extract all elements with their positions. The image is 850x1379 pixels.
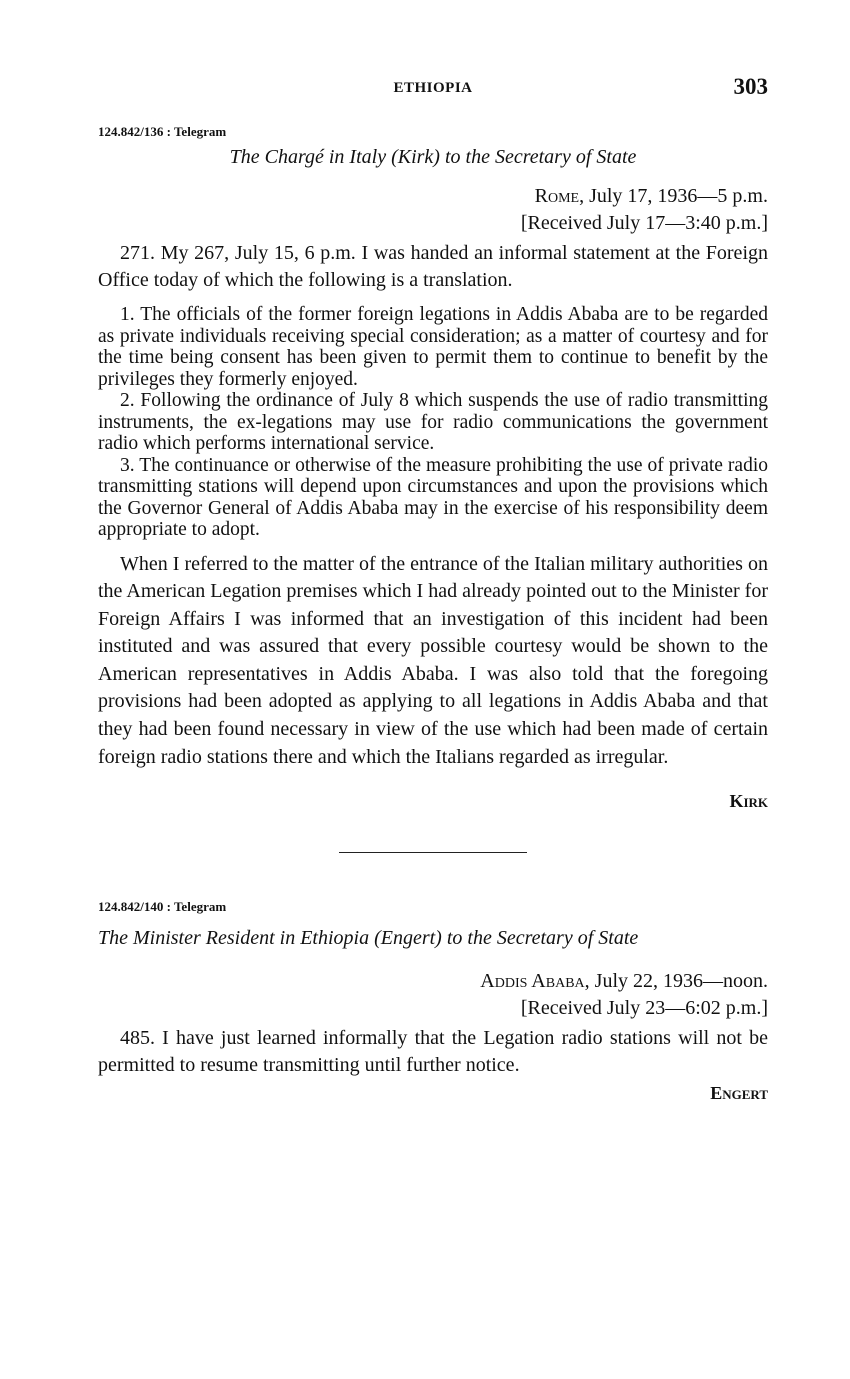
running-title: ETHIOPIA <box>393 80 473 96</box>
statement-item: 1. The officials of the former foreign legations in Addis Ababa are to be regarded as private individuals receiving special consideration; as a matter of courtesy and for the time being consent has been given to permit them to continue to benefit by the privileges they formerly enjoyed. <box>98 304 768 390</box>
dispatch-place: Rome <box>534 185 580 207</box>
signature: Kirk <box>729 791 768 812</box>
signature: Engert <box>710 1083 768 1104</box>
received-line: [Received July 17—3:40 p.m.] <box>520 212 768 234</box>
document-page <box>98 70 768 1104</box>
body-paragraph: 485. I have just learned informally that the Legation radio stations will not be permitted to resume transmitting until further notice. <box>98 1027 768 1077</box>
opening-paragraph: 271. My 267, July 15, 6 p.m. I was handed an informal statement at the Foreign Office today of which the following is a translation. <box>98 242 768 291</box>
statement-item: 2. Following the ordinance of July 8 which suspends the use of radio transmitting instruments, the ex-legations may use for radio communications the government radio which performs international service. <box>98 390 768 454</box>
dateline <box>98 183 768 237</box>
dispatch-place: Addis Ababa <box>480 970 585 993</box>
dispatch-line <box>98 968 768 995</box>
statement-item: 3. The continuance or otherwise of the measure prohibiting the use of private radio transmitting stations will depend upon circumstances and upon the provisions which the Governor General of Addis Ababa may in the exercise of his responsibility deem appropriate to adopt. <box>98 454 768 540</box>
dispatch-line <box>98 183 768 210</box>
running-head <box>98 70 768 110</box>
translated-statement <box>98 304 768 541</box>
section-divider <box>339 852 527 853</box>
telegram-kirk <box>98 124 768 812</box>
document-title: The Chargé in Italy (Kirk) to the Secretary of State <box>229 146 637 168</box>
received-line: [Received July 23—6:02 p.m.] <box>520 997 768 1020</box>
dispatch-date: , July 17, 1936—5 p.m. <box>579 185 768 207</box>
body-paragraph: When I referred to the matter of the entrance of the Italian military authorities on the American Legation premises which I had already pointed out to the Minister for Foreign Affairs I was informed that an investigation of this incident had been instituted and was assured that every possible courtesy would be shown to the American representatives in Addis Ababa. I was also told that the foregoing provisions had been adopted as applying to all legations in Addis Ababa and that they had been found necessary in view of the use which had been made of certain foreign radio stations there and which the Italians regarded as irregular. <box>98 552 768 768</box>
dateline <box>98 968 768 1022</box>
telegram-engert <box>98 899 768 1104</box>
file-reference: 124.842/136 : Telegram <box>98 124 227 139</box>
dispatch-date: , July 22, 1936—noon. <box>584 970 768 993</box>
document-title: The Minister Resident in Ethiopia (Engert) to the Secretary of State <box>98 927 639 950</box>
file-reference: 124.842/140 : Telegram <box>98 899 227 915</box>
page-number: 303 <box>733 74 768 99</box>
